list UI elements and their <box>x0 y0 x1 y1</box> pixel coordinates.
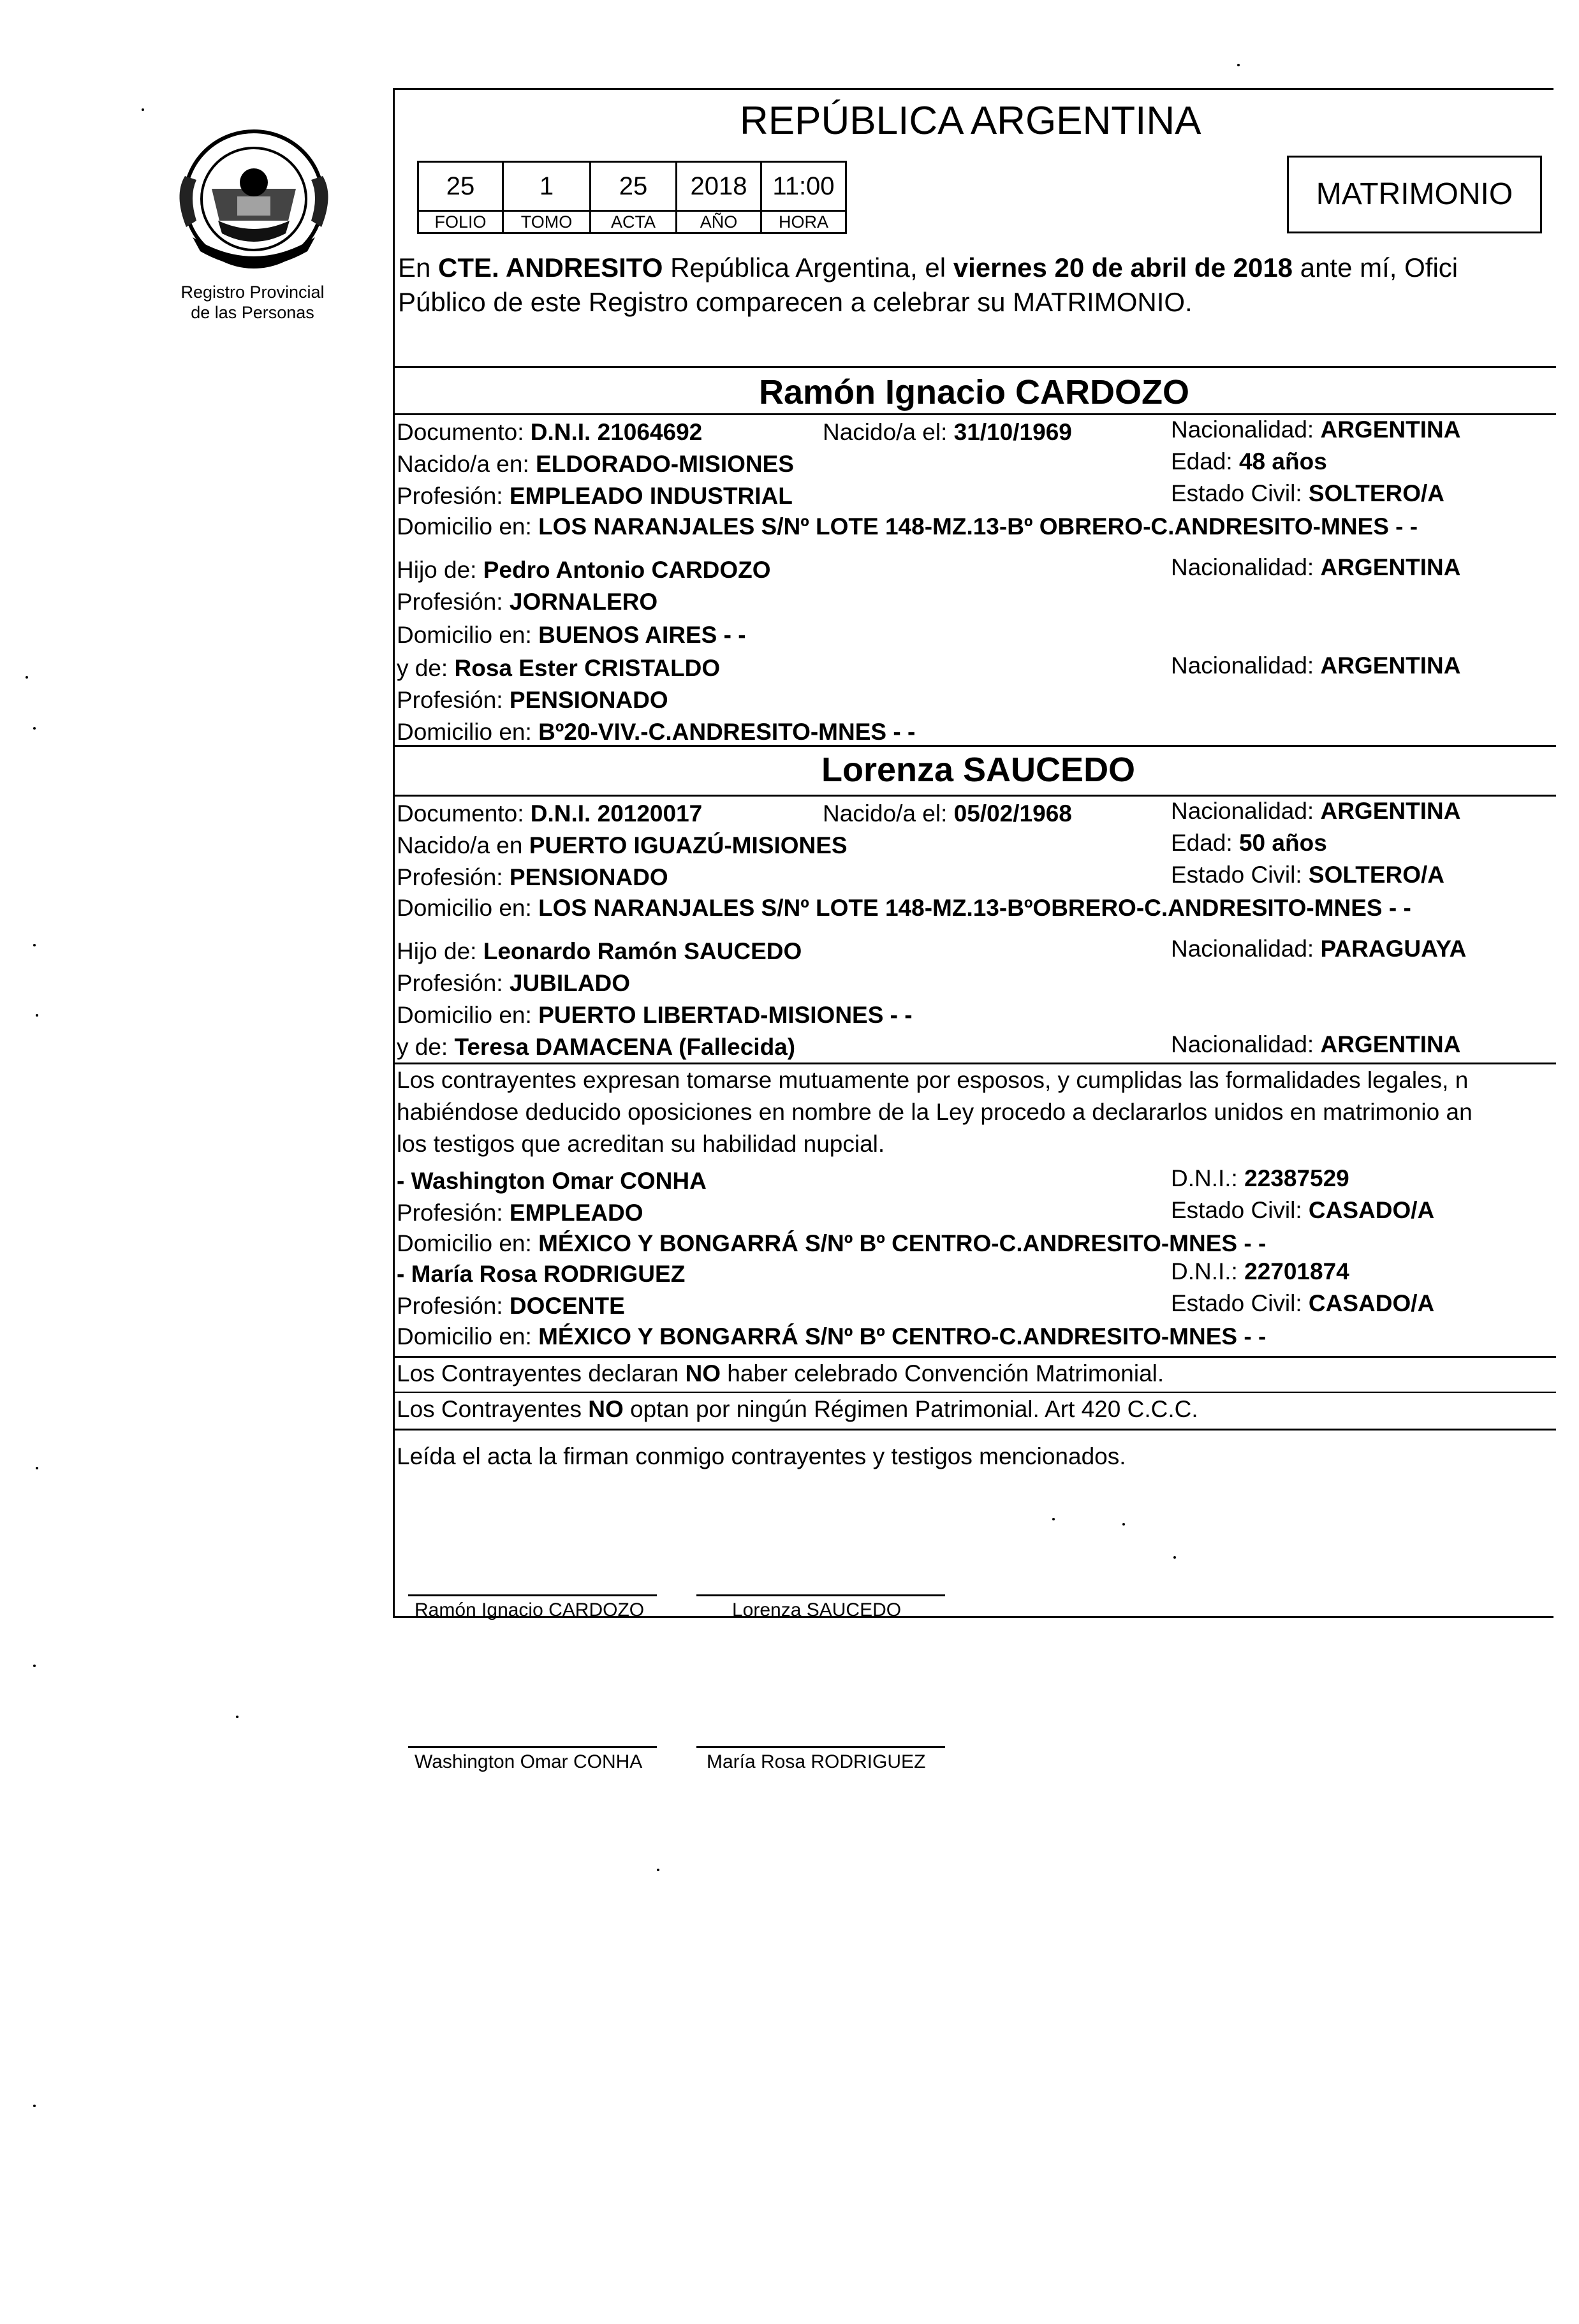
signature-line <box>696 1594 945 1596</box>
divider <box>394 795 1556 797</box>
scan-speck <box>657 1869 659 1871</box>
bride-mother: y de: Teresa DAMACENA (Fallecida) <box>397 1034 796 1060</box>
intro-date: viernes 20 de abril de 2018 <box>953 253 1293 283</box>
groom-mother-profession: Profesión: PENSIONADO <box>397 687 668 713</box>
acta-label: ACTA <box>591 211 677 233</box>
scan-speck <box>1122 1523 1125 1526</box>
intro-text-e: ante mí, Ofici <box>1293 253 1458 283</box>
bride-father-address: Domicilio en: PUERTO LIBERTAD-MISIONES - - <box>397 1002 913 1028</box>
signature-name-witness-2: María Rosa RODRIGUEZ <box>707 1751 926 1772</box>
intro-text-c: República Argentina, el <box>663 253 953 283</box>
ano-label: AÑO <box>677 211 761 233</box>
witness-1-address: Domicilio en: MÉXICO Y BONGARRÁ S/Nº Bº CENTRO-C.ANDRESITO-MNES - - <box>397 1230 1267 1256</box>
groom-mother-nationality: Nacionalidad: ARGENTINA <box>1171 652 1461 679</box>
groom-birth-date: Nacido/a el: 31/10/1969 <box>823 419 1072 445</box>
intro-line-1 <box>398 251 1458 284</box>
witness-2-address: Domicilio en: MÉXICO Y BONGARRÁ S/Nº Bº CENTRO-C.ANDRESITO-MNES - - <box>397 1323 1267 1350</box>
act-type-box: MATRIMONIO <box>1287 156 1542 233</box>
folio-value: 25 <box>418 162 503 211</box>
logo-caption-line-1: Registro Provincial <box>180 283 325 302</box>
acta-value: 25 <box>591 162 677 211</box>
groom-address: Domicilio en: LOS NARANJALES S/Nº LOTE 148-MZ.13-Bº OBRERO-C.ANDRESITO-MNES - - <box>397 513 1418 540</box>
groom-profession: Profesión: EMPLEADO INDUSTRIAL <box>397 483 793 509</box>
ano-value: 2018 <box>677 162 761 211</box>
intro-line-2: Público de este Registro comparecen a celebrar su MATRIMONIO. <box>398 287 1193 317</box>
scan-speck <box>26 676 28 679</box>
scan-speck <box>1237 64 1240 66</box>
bride-mother-nationality: Nacionalidad: ARGENTINA <box>1171 1031 1461 1057</box>
groom-father-profession: Profesión: JORNALERO <box>397 589 658 615</box>
hora-value: 11:00 <box>761 162 846 211</box>
signature-line <box>408 1594 657 1596</box>
bride-father: Hijo de: Leonardo Ramón SAUCEDO <box>397 938 802 964</box>
divider <box>394 1392 1556 1393</box>
bride-birth-place: Nacido/a en PUERTO IGUAZÚ-MISIONES <box>397 832 848 858</box>
signature-name-groom: Ramón Ignacio CARDOZO <box>415 1600 645 1621</box>
divider <box>394 366 1556 368</box>
witness-1-dni: D.N.I.: 22387529 <box>1171 1165 1349 1191</box>
tomo-value: 1 <box>503 162 591 211</box>
divider <box>394 745 1556 747</box>
signature-line <box>408 1746 657 1748</box>
closing-statement: Leída el acta la firman conmigo contrayentes y testigos mencionados. <box>397 1443 1126 1469</box>
scan-speck <box>1173 1556 1176 1559</box>
bride-profession: Profesión: PENSIONADO <box>397 864 668 890</box>
bride-father-nationality: Nacionalidad: PARAGUAYA <box>1171 936 1467 962</box>
groom-document: Documento: D.N.I. 21064692 <box>397 419 703 445</box>
regime-line-2: Los Contrayentes NO optan por ningún Régimen Patrimonial. Art 420 C.C.C. <box>397 1396 1198 1422</box>
scan-speck <box>33 944 36 946</box>
record-reference-table <box>417 161 847 234</box>
scan-speck <box>33 727 36 730</box>
groom-father: Hijo de: Pedro Antonio CARDOZO <box>397 557 771 583</box>
signature-name-bride: Lorenza SAUCEDO <box>732 1600 902 1621</box>
witness-2-name: - María Rosa RODRIGUEZ <box>397 1261 686 1287</box>
signature-name-witness-1: Washington Omar CONHA <box>415 1751 643 1772</box>
groom-birth-place: Nacido/a en: ELDORADO-MISIONES <box>397 451 794 477</box>
bride-document: Documento: D.N.I. 20120017 <box>397 800 703 827</box>
groom-father-nationality: Nacionalidad: ARGENTINA <box>1171 554 1461 580</box>
declaration-line-3: los testigos que acreditan su habilidad nupcial. <box>397 1131 885 1157</box>
frame-left-border <box>393 88 395 1616</box>
scan-speck <box>33 1665 36 1667</box>
regime-line-1: Los Contrayentes declaran NO haber celebrado Convención Matrimonial. <box>397 1360 1164 1386</box>
declaration-line-2: habiéndose deducido oposiciones en nombre de la Ley procedo a declararlos unidos en matrimonio an <box>397 1099 1473 1125</box>
divider <box>394 413 1556 415</box>
folio-label: FOLIO <box>418 211 503 233</box>
groom-age: Edad: 48 años <box>1171 448 1327 474</box>
tomo-label: TOMO <box>503 211 591 233</box>
scan-speck <box>36 1014 38 1017</box>
witness-2-dni: D.N.I.: 22701874 <box>1171 1258 1349 1284</box>
groom-nationality: Nacionalidad: ARGENTINA <box>1171 416 1461 443</box>
groom-name-heading: Ramón Ignacio CARDOZO <box>759 373 1190 411</box>
bride-name-heading: Lorenza SAUCEDO <box>821 751 1136 789</box>
divider <box>394 1063 1556 1064</box>
groom-civil-status: Estado Civil: SOLTERO/A <box>1171 480 1445 506</box>
bride-birth-date: Nacido/a el: 05/02/1968 <box>823 800 1072 827</box>
groom-mother-address: Domicilio en: Bº20-VIV.-C.ANDRESITO-MNES - - <box>397 719 916 745</box>
witness-1-profession: Profesión: EMPLEADO <box>397 1200 643 1226</box>
scan-speck <box>33 2105 36 2107</box>
divider <box>394 1356 1556 1358</box>
intro-text-a: En <box>398 253 439 283</box>
witness-1-civil-status: Estado Civil: CASADO/A <box>1171 1197 1435 1223</box>
divider <box>394 1429 1556 1430</box>
witness-2-profession: Profesión: DOCENTE <box>397 1293 625 1319</box>
scan-speck <box>36 1467 38 1469</box>
document-title: REPÚBLICA ARGENTINA <box>740 99 1201 143</box>
scan-speck <box>142 108 144 111</box>
bride-age: Edad: 50 años <box>1171 830 1327 856</box>
provincial-seal-logo <box>167 125 341 278</box>
declaration-line-1: Los contrayentes expresan tomarse mutuamente por esposos, y cumplidas las formalidades legales, n <box>397 1067 1469 1093</box>
logo-caption <box>151 282 355 323</box>
witness-2-civil-status: Estado Civil: CASADO/A <box>1171 1290 1435 1316</box>
hora-label: HORA <box>761 211 846 233</box>
signature-line <box>696 1746 945 1748</box>
logo-caption-line-2: de las Personas <box>191 303 314 322</box>
bride-nationality: Nacionalidad: ARGENTINA <box>1171 798 1461 824</box>
groom-father-address: Domicilio en: BUENOS AIRES - - <box>397 622 746 648</box>
intro-place: CTE. ANDRESITO <box>438 253 663 283</box>
witness-1-name: - Washington Omar CONHA <box>397 1168 707 1194</box>
scan-speck <box>236 1716 239 1718</box>
groom-mother: y de: Rosa Ester CRISTALDO <box>397 655 721 681</box>
bride-address: Domicilio en: LOS NARANJALES S/Nº LOTE 148-MZ.13-BºOBRERO-C.ANDRESITO-MNES - - <box>397 895 1411 921</box>
bride-civil-status: Estado Civil: SOLTERO/A <box>1171 862 1445 888</box>
scan-speck <box>1052 1518 1055 1520</box>
frame-top-border <box>393 88 1553 90</box>
bride-father-profession: Profesión: JUBILADO <box>397 970 630 996</box>
